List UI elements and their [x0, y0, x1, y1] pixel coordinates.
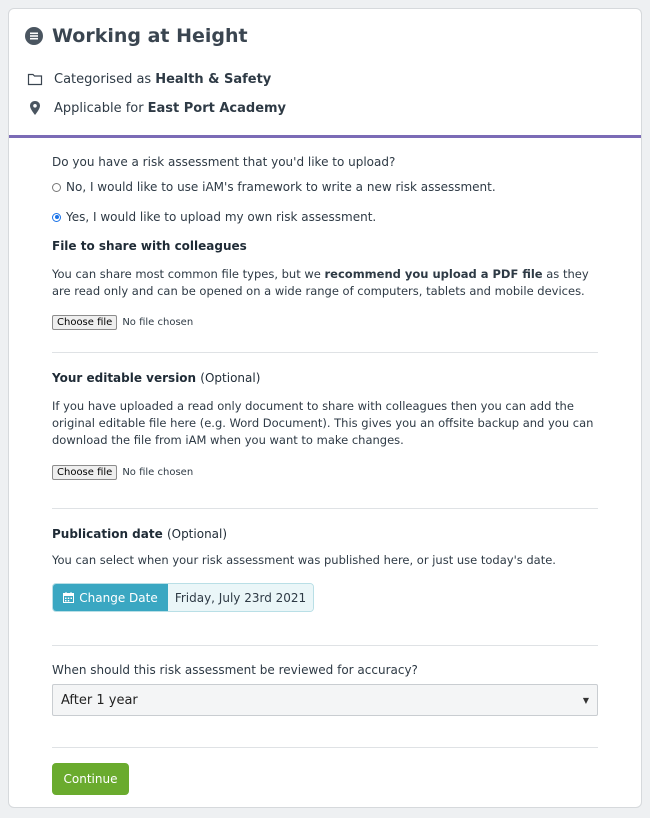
- share-file-input: [52, 315, 598, 330]
- editable-optional: (Optional): [200, 371, 261, 385]
- editable-choose-file-button[interactable]: Choose file: [52, 465, 117, 480]
- review-question: When should this risk assessment be reviewed for accuracy?: [52, 663, 418, 677]
- divider: [52, 645, 598, 646]
- calendar-icon: [63, 592, 74, 603]
- editable-heading-text: Your editable version: [52, 371, 197, 385]
- date-picker: [52, 583, 314, 612]
- change-date-button[interactable]: [53, 584, 168, 611]
- radio-option-yes[interactable]: [52, 210, 598, 224]
- editable-heading: [52, 371, 598, 385]
- share-file-status: No file chosen: [122, 317, 194, 328]
- applicable-prefix: Applicable for: [54, 100, 144, 116]
- share-file-heading: File to share with colleagues: [52, 239, 247, 253]
- publication-optional: (Optional): [166, 527, 228, 541]
- radio-yes[interactable]: [52, 213, 61, 222]
- radio-no-label: No, I would like to use iAM's framework to write a new risk assessment.: [66, 180, 496, 194]
- radio-option-no[interactable]: [52, 180, 598, 194]
- chevron-down-icon: ▼: [582, 695, 589, 705]
- radio-no[interactable]: [52, 183, 61, 192]
- applicable-value: East Port Academy: [147, 100, 287, 116]
- continue-button[interactable]: Continue: [52, 763, 129, 795]
- share-desc-bold: recommend you upload a PDF file: [324, 267, 543, 281]
- date-picker-group: [52, 583, 598, 612]
- folder-icon: [27, 71, 43, 87]
- page-title: Working at Height: [52, 25, 248, 47]
- applicable-row: [27, 100, 286, 116]
- change-date-label: Change Date: [79, 590, 158, 605]
- map-pin-icon: [27, 100, 43, 116]
- editable-file-status: No file chosen: [122, 467, 194, 478]
- title-row: [25, 25, 248, 47]
- category-prefix: Categorised as: [54, 71, 152, 87]
- editable-description: If you have uploaded a read only document to share with colleagues then you can add the original editable file here (e.g. Word Document). This gives you an offsite backup and you can download the file from iAM when you want to make changes.: [52, 399, 594, 447]
- radio-yes-label: Yes, I would like to upload my own risk assessment.: [66, 210, 377, 224]
- review-select[interactable]: [52, 684, 598, 716]
- risk-assessment-card: [8, 8, 642, 808]
- review-selected-value: After 1 year: [61, 692, 138, 708]
- editable-file-input: [52, 465, 598, 480]
- divider: [52, 747, 598, 748]
- category-row: [27, 71, 271, 87]
- category-value: Health & Safety: [155, 71, 272, 87]
- publication-heading: [52, 527, 598, 541]
- header: [9, 9, 641, 138]
- share-choose-file-button[interactable]: Choose file: [52, 315, 117, 330]
- publication-heading-text: Publication date: [52, 527, 163, 541]
- share-desc-pre: You can share most common file types, but we: [52, 267, 325, 281]
- share-desc-post: as they are read only and can be opened on a wide range of computers, tablets and mobile devices.: [52, 267, 589, 298]
- upload-question: Do you have a risk assessment that you'd like to upload?: [52, 155, 396, 169]
- actions: [52, 763, 598, 795]
- divider: [52, 352, 598, 353]
- divider: [52, 508, 598, 509]
- share-file-description: [52, 266, 598, 300]
- date-value: Friday, July 23rd 2021: [168, 584, 313, 611]
- list-icon: [25, 27, 43, 45]
- publication-description: You can select when your risk assessment was published here, or just use today's date.: [52, 553, 556, 567]
